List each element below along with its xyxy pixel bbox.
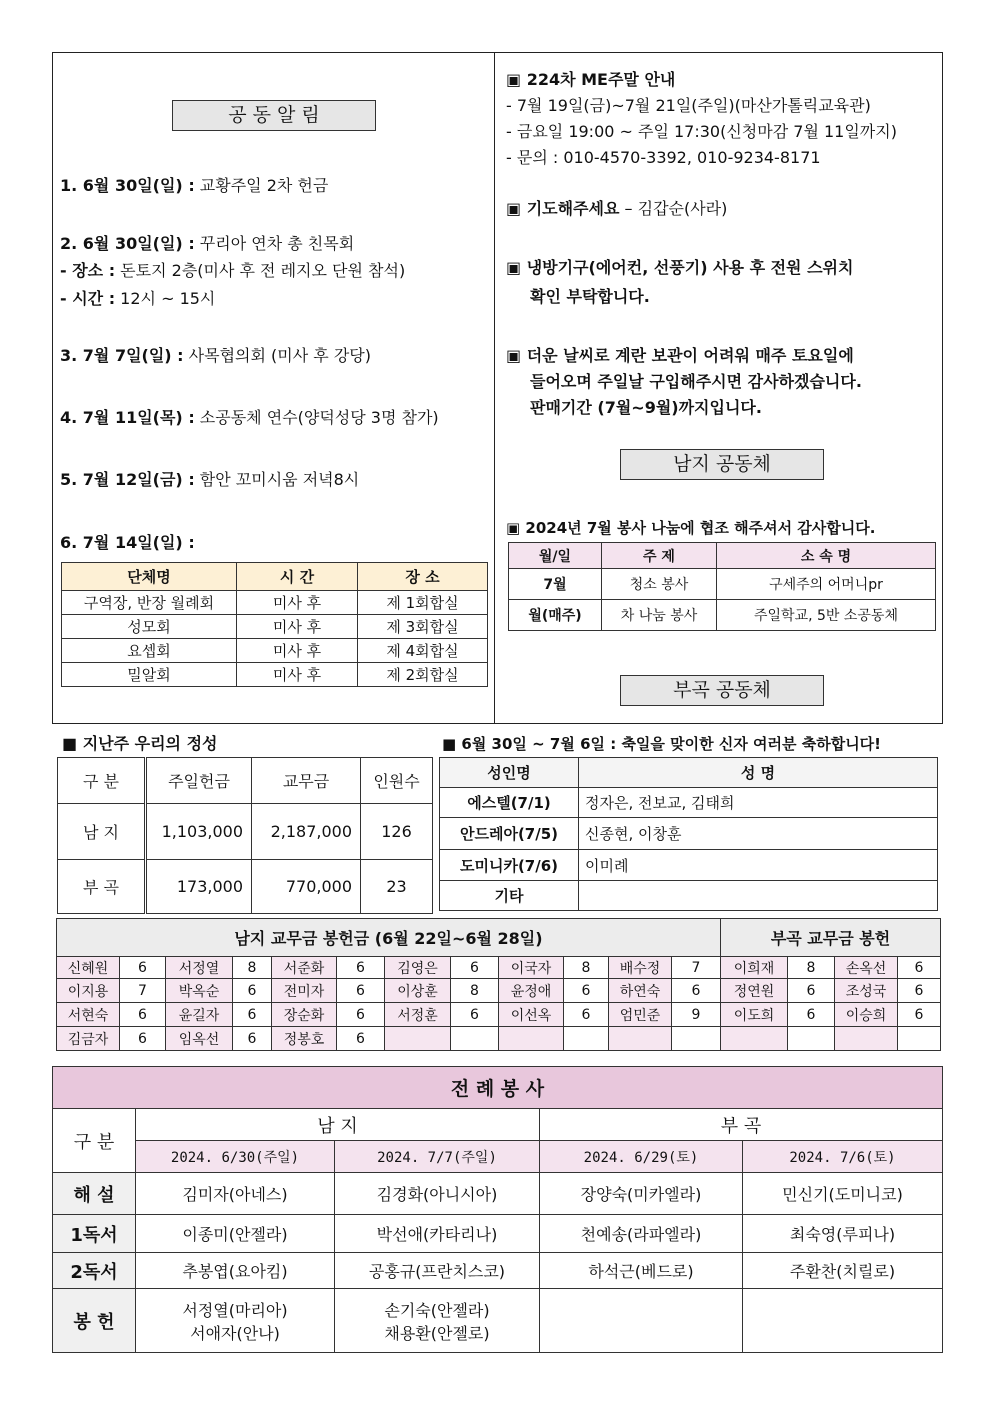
table-cell: 도미니카(7/6) [440,850,579,881]
dues-amount [564,1027,609,1051]
egg-line: 판매기간 (7월~9월)까지입니다. [530,398,762,417]
namji-title: 남지 공동체 [620,449,824,480]
dues-name: 이상훈 [385,979,451,1003]
dues-name: 서준화 [272,957,337,979]
table-cell: 안드레아(7/5) [440,818,579,850]
offering-header: 교무금 [252,758,361,804]
liturgy-date: 2024. 7/6(토) [743,1141,943,1173]
dues-name: 조성국 [835,979,898,1003]
dues-amount: 6 [564,1003,609,1027]
dues-amount: 6 [120,957,166,979]
table-cell: 김경화(아니시아) [335,1173,540,1215]
table-cell: 미사 후 [237,615,358,639]
notice-item-6: 6. 7월 14일(일) : [60,533,195,552]
dues-name: 전미자 [272,979,337,1003]
dues-amount: 6 [337,1003,385,1027]
ac-line: 확인 부탁합니다. [530,287,650,306]
service-table [508,542,936,631]
table-cell: 173,000 [146,860,252,914]
table-cell: 하석근(베드로) [540,1253,743,1289]
dues-name: 서정열 [166,957,233,979]
table-cell: 서정열(마리아) 서애자(안나) [136,1289,335,1353]
service-header: 주 제 [602,543,717,569]
dues-namji-title: 남지 교무금 봉헌금 (6월 22일~6월 28일) [57,919,721,957]
table-cell: 부 곡 [58,860,146,914]
dues-name: 서현숙 [57,1003,120,1027]
service-header: 월/일 [509,543,602,569]
table-cell: 박선애(카타리나) [335,1215,540,1253]
dues-table [56,918,941,1051]
dues-amount: 6 [898,1003,941,1027]
liturgy-namji: 남 지 [136,1109,540,1141]
table-cell: 추봉엽(요아킴) [136,1253,335,1289]
notice-item-4: 4. 7월 11일(목) : 소공동체 연수(양덕성당 3명 참가) [60,408,439,427]
table-cell: 2,187,000 [252,804,361,860]
table-cell: 에스텔(7/1) [440,788,579,818]
offering-table [57,757,433,914]
notice-item-2-time: - 시간 : 12시 ~ 15시 [60,289,216,308]
table-cell [743,1289,943,1353]
notice-item-3: 3. 7월 7일(일) : 사목협의회 (미사 후 강당) [60,346,371,365]
dues-name [721,1027,788,1051]
dues-name: 김영은 [385,957,451,979]
liturgy-bugok: 부 곡 [540,1109,943,1141]
table-cell: 기타 [440,881,579,911]
liturgy-row-label: 2독서 [53,1253,136,1289]
dues-name: 이도희 [721,1003,788,1027]
table-cell: 주일학교, 5반 소공동체 [717,600,936,631]
liturgy-title: 전 례 봉 사 [53,1067,943,1109]
dues-amount: 8 [233,957,272,979]
table-cell: 청소 봉사 [602,569,717,600]
dues-name [609,1027,672,1051]
table-cell: 23 [361,860,433,914]
dues-amount: 6 [898,979,941,1003]
dues-amount: 6 [337,1027,385,1051]
egg-line: ▣ 더운 날씨로 계란 보관이 어려워 매주 토요일에 [506,346,854,365]
bugok-title: 부곡 공동체 [620,675,824,706]
meeting-header: 단체명 [62,563,237,591]
liturgy-table [52,1066,943,1353]
dues-name: 이지용 [57,979,120,1003]
pray-line: ▣ 기도해주세요 – 김갑순(사라) [506,199,728,218]
table-cell: 민신기(도미니코) [743,1173,943,1215]
feast-table [439,757,938,911]
dues-name: 이승희 [835,1003,898,1027]
table-cell: 남 지 [58,804,146,860]
dues-name: 정연원 [721,979,788,1003]
dues-amount: 6 [120,1003,166,1027]
dues-amount: 6 [451,1003,499,1027]
dues-amount: 8 [788,957,835,979]
table-cell: 장양숙(미카엘라) [540,1173,743,1215]
dues-name: 손옥선 [835,957,898,979]
dues-name: 이선옥 [499,1003,564,1027]
dues-name: 정봉호 [272,1027,337,1051]
liturgy-date: 2024. 6/30(주일) [136,1141,335,1173]
table-cell: 요셉회 [62,639,237,663]
liturgy-row-label: 해 설 [53,1173,136,1215]
notice-item-2: 2. 6월 30일(일) : 꾸리아 연차 총 친목회 [60,234,355,253]
table-cell: 미사 후 [237,663,358,687]
feast-header: 성인명 [440,758,579,788]
table-cell: 최숙영(루피나) [743,1215,943,1253]
dues-amount: 8 [564,957,609,979]
dues-name [835,1027,898,1051]
table-cell: 제 1회합실 [358,591,488,615]
dues-amount: 6 [120,1027,166,1051]
dues-amount: 6 [788,979,835,1003]
me-line: - 금요일 19:00 ~ 주일 17:30(신청마감 7월 11일까지) [506,122,897,141]
table-cell: 신종현, 이창훈 [579,818,938,850]
dues-amount: 6 [564,979,609,1003]
table-cell: 1,103,000 [146,804,252,860]
liturgy-row-label: 1독서 [53,1215,136,1253]
dues-amount: 6 [233,979,272,1003]
dues-amount: 6 [451,957,499,979]
me-title: ▣ 224차 ME주말 안내 [506,70,676,89]
dues-name: 박옥순 [166,979,233,1003]
table-cell: 제 3회합실 [358,615,488,639]
table-cell: 손기숙(안젤라) 채용환(안젤로) [335,1289,540,1353]
me-line: - 문의 : 010-4570-3392, 010-9234-8171 [506,148,821,167]
liturgy-date: 2024. 7/7(주일) [335,1141,540,1173]
ac-line: ▣ 냉방기구(에어컨, 선풍기) 사용 후 전원 스위치 [506,258,854,277]
dues-name: 김금자 [57,1027,120,1051]
dues-amount: 6 [788,1003,835,1027]
meeting-header: 시 간 [237,563,358,591]
dues-amount: 6 [898,957,941,979]
dues-amount: 8 [451,979,499,1003]
feast-header: 성 명 [579,758,938,788]
table-cell: 정자은, 전보교, 김태희 [579,788,938,818]
table-cell: 126 [361,804,433,860]
dues-name: 하연숙 [609,979,672,1003]
dues-name: 윤정애 [499,979,564,1003]
dues-amount: 9 [672,1003,721,1027]
table-cell: 주환찬(치릴로) [743,1253,943,1289]
dues-amount: 7 [120,979,166,1003]
dues-amount: 6 [233,1003,272,1027]
table-cell: 김미자(아네스) [136,1173,335,1215]
meeting-table [61,562,488,687]
dues-amount: 6 [337,957,385,979]
me-line: - 7월 19일(금)~7월 21일(주일)(마산가톨릭교육관) [506,96,871,115]
dues-name: 장순화 [272,1003,337,1027]
dues-name: 윤길자 [166,1003,233,1027]
table-cell: 월(매주) [509,600,602,631]
table-cell: 차 나눔 봉사 [602,600,717,631]
liturgy-row-label: 봉 헌 [53,1289,136,1353]
service-header: 소 속 명 [717,543,936,569]
offering-header: 인원수 [361,758,433,804]
table-cell: 밀알회 [62,663,237,687]
dues-name: 배수정 [609,957,672,979]
dues-name: 이희재 [721,957,788,979]
table-cell: 공홍규(프란치스코) [335,1253,540,1289]
dues-bugok-title: 부곡 교무금 봉헌 [721,919,941,957]
table-cell: 제 2회합실 [358,663,488,687]
dues-amount [788,1027,835,1051]
liturgy-gubun: 구 분 [53,1109,136,1173]
feast-title: ■ 6월 30일 ~ 7월 6일 : 축일을 맞이한 신자 여러분 축하합니다! [442,735,882,753]
notice-item-2-place: - 장소 : 돈토지 2층(미사 후 전 레지오 단원 참석) [60,261,406,280]
service-head: ▣ 2024년 7월 봉사 나눔에 협조 해주셔서 감사합니다. [506,519,876,537]
meeting-header: 장 소 [358,563,488,591]
dues-amount: 6 [672,979,721,1003]
table-cell: 미사 후 [237,639,358,663]
liturgy-date: 2024. 6/29(토) [540,1141,743,1173]
table-cell: 구역장, 반장 월례회 [62,591,237,615]
offering-title: ■ 지난주 우리의 정성 [62,734,218,753]
column-divider [494,52,495,724]
table-cell: 미사 후 [237,591,358,615]
notice-item-1: 1. 6월 30일(일) : 교황주일 2차 헌금 [60,176,329,195]
dues-name: 이국자 [499,957,564,979]
dues-name: 서정훈 [385,1003,451,1027]
dues-amount: 7 [672,957,721,979]
table-cell: 구세주의 어머니pr [717,569,936,600]
dues-amount [898,1027,941,1051]
dues-name [385,1027,451,1051]
dues-name: 신혜원 [57,957,120,979]
table-cell: 제 4회합실 [358,639,488,663]
dues-amount [672,1027,721,1051]
table-cell: 이종미(안젤라) [136,1215,335,1253]
egg-line: 들어오며 주일날 구입해주시면 감사하겠습니다. [530,372,862,391]
dues-name [499,1027,564,1051]
offering-header: 구 분 [58,758,146,804]
dues-amount [451,1027,499,1051]
notice-item-5: 5. 7월 12일(금) : 함안 꼬미시움 저녁8시 [60,470,360,489]
table-cell: 7월 [509,569,602,600]
table-cell [579,881,938,911]
offering-header: 주일헌금 [146,758,252,804]
table-cell: 성모회 [62,615,237,639]
table-cell: 770,000 [252,860,361,914]
table-cell: 천예송(라파엘라) [540,1215,743,1253]
dues-amount: 6 [337,979,385,1003]
table-cell [540,1289,743,1353]
dues-name: 엄민준 [609,1003,672,1027]
dues-amount: 6 [233,1027,272,1051]
dues-name: 임옥선 [166,1027,233,1051]
notice-title: 공 동 알 림 [172,100,376,131]
table-cell: 이미례 [579,850,938,881]
